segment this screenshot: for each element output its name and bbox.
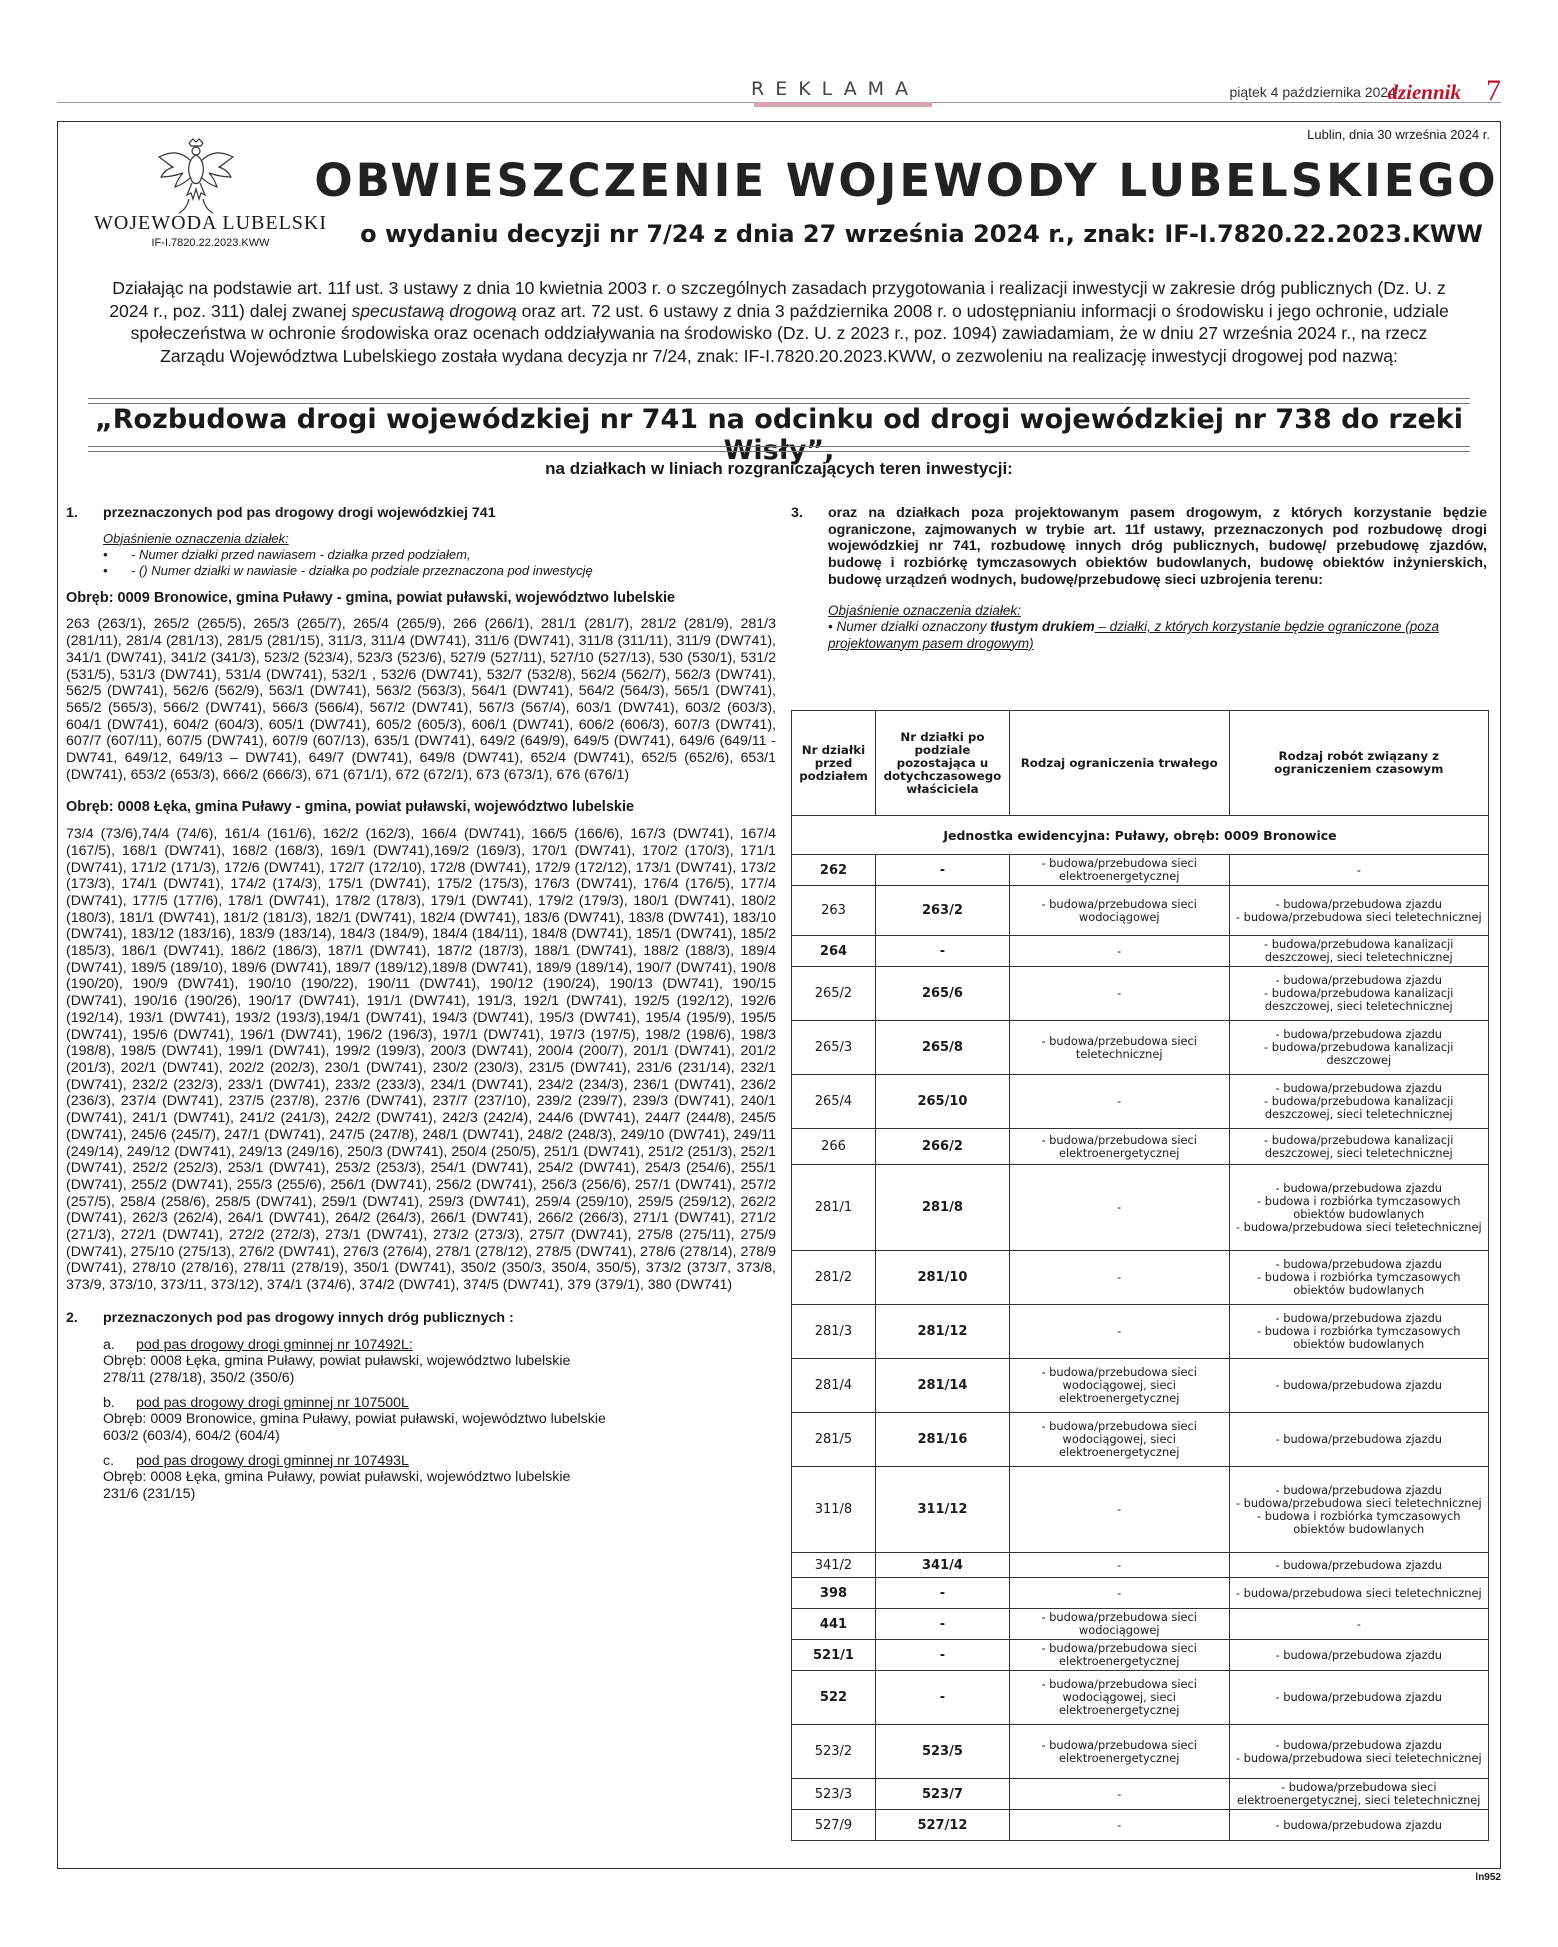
authority-name: WOJEWODA LUBELSKI [93,212,328,234]
item-letter: b. [103,1394,115,1411]
item-parcels: 231/6 (231/15) [103,1486,196,1503]
authority-sign: IF-I.7820.22.2023.KWW [151,237,270,249]
brand-logo: dziennik [1387,80,1461,104]
cell-before: 281/2 [792,1251,876,1305]
cell-after: 527/12 [875,1810,1009,1841]
cell-temporary: - budowa/przebudowa zjazdu [1229,1671,1488,1725]
section-2-heading [66,1310,776,1327]
cell-before: 264 [792,936,876,967]
cell-after: 263/2 [875,886,1009,936]
cell-permanent: - budowa/przebudowa sieci elektroenergetycznej [1009,1725,1229,1779]
parcels-bronowice: 263 (263/1), 265/2 (265/5), 265/3 (265/7), 265/4 (265/9), 266 (266/1), 281/1 (281/7), 281/2 (281/9), 281/3 (281/11), 281/4 (281/13), 281/5 (281/15), 311/3, 311/4 (DW741), 311/6 (DW741), 311/8 (311/11), 311/9 (DW741), 341/1 (DW741), 341/2 (341/3), 523/2 (523/4), 523/3 (523/6), 527/9 (527/11), 527/10 (527/13), 530 (530/1), 531/2 (531/5), 531/3 (DW741), 531/4 (DW741), 532/1 , 532/6 (DW741), 532/7 (532/8), 562/4 (562/7), 562/3 (DW741), 562/5 (DW741), 562/6 (562/9), 563/1 (DW741), 563/2 (563/3), 564/1 (DW741), 564/2 (564/3), 565/1 (DW741), 565/2 (565/3), 566/2 (DW741), 566/3 (566/4), 567/2 (DW741), 567/3 (567/4), 603/1 (DW741), 603/2 (603/3), 604/1 (DW741), 604/2 (604/3), 605/1 (DW741), 605/2 (605/3), 606/1 (DW741), 606/2 (606/3), 607/3 (DW741), 607/7 (607/11), 607/5 (DW741), 607/9 (607/13), 635/1 (DW741), 649/2 (649/9), 649/5 (DW741), 649/6 (649/11 - DW741, 649/12, 649/13 – DW741), 649/7 (DW741), 649/8 (DW741), 652/4 (DW741), 652/5 (652/6), 653/1 (DW741), 653/2 (653/3), 666/2 (666/3), 671 (671/1), 672 (672/1), 673 (673/1), 676 (676/1) [66,616,776,783]
cell-before: 521/1 [792,1640,876,1671]
section-1-title: przeznaczonych pod pas drogowy drogi wojewódzkiej 741 [103,505,496,521]
explanation-title: Objaśnienie oznaczenia działek: [103,530,289,546]
unit-cell: Jednostka ewidencyjna: Puławy, obręb: 0009 Bronowice [792,816,1489,855]
intro-paragraph [98,277,1460,367]
reklama-label: REKLAMA [747,78,923,100]
cell-temporary: - budowa/przebudowa zjazdu - budowa/przebudowa sieci teletechnicznej [1229,1725,1488,1779]
cell-temporary: - budowa/przebudowa zjazdu [1229,1553,1488,1578]
cell-temporary: - budowa/przebudowa zjazdu - budowa/przebudowa sieci teletechnicznej - budowa i rozbiórka tymczasowych obiektów budowlanych [1229,1467,1488,1553]
table-row [792,1359,1489,1413]
cell-temporary: - budowa/przebudowa zjazdu - budowa/przebudowa kanalizacji deszczowej, sieci teletechnicznej [1229,1075,1488,1129]
cell-after: - [875,855,1009,886]
cell-after: 311/12 [875,1467,1009,1553]
explanation-item [103,547,776,563]
table-row [792,886,1489,936]
cell-before: 265/3 [792,1021,876,1075]
cell-temporary: - budowa/przebudowa zjazdu [1229,1640,1488,1671]
cell-after: 523/7 [875,1779,1009,1810]
cell-permanent: - [1009,1165,1229,1251]
item-obreb: Obręb: 0009 Bronowice, gmina Puławy, powiat puławski, województwo lubelskie [103,1411,606,1428]
road-item-b [103,1395,776,1445]
cell-temporary: - budowa/przebudowa zjazdu - budowa i rozbiórka tymczasowych obiektów budowlanych - budowa/przebudowa sieci teletechnicznej [1229,1165,1488,1251]
expl-post: – działki, z których korzystanie będzie ograniczone (poza projektowanym pasem drogowym) [828,619,1439,651]
table-row [792,1165,1489,1251]
cell-temporary: - budowa/przebudowa zjazdu - budowa i rozbiórka tymczasowych obiektów budowlanych [1229,1251,1488,1305]
cell-permanent: - [1009,936,1229,967]
cell-permanent: - budowa/przebudowa sieci wodociągowej [1009,1609,1229,1640]
cell-permanent: - budowa/przebudowa sieci wodociągowej, sieci elektroenergetycznej [1009,1359,1229,1413]
page-number: 7 [1486,74,1501,107]
table-row [792,936,1489,967]
cell-after: 281/10 [875,1251,1009,1305]
cell-after: - [875,1671,1009,1725]
table-row [792,1467,1489,1553]
expl-bold: tłustym drukiem [990,619,1095,635]
section-3-number: 3. [791,505,803,521]
col-permanent: Rodzaj ograniczenia trwałego [1009,711,1229,816]
cell-permanent: - budowa/przebudowa sieci wodociągowej [1009,886,1229,936]
item-title: pod pas drogowy drogi gminnej nr 107492L: [136,1336,413,1353]
cell-permanent: - budowa/przebudowa sieci elektroenergetycznej [1009,1129,1229,1165]
section-3-explanation [828,603,1487,653]
item-parcels: 278/11 (278/18), 350/2 (350/6) [103,1369,295,1386]
cell-after: 265/8 [875,1021,1009,1075]
intro-italic: specustawą drogową [351,300,517,321]
cell-after: 281/14 [875,1359,1009,1413]
cell-before: 441 [792,1609,876,1640]
section-2-title: przeznaczonych pod pas drogowy innych dróg publicznych : [103,1309,514,1326]
cell-permanent: - budowa/przebudowa sieci elektroenergetycznej [1009,855,1229,886]
cell-temporary: - [1229,1609,1488,1640]
cell-temporary: - budowa/przebudowa zjazdu [1229,1359,1488,1413]
cell-permanent: - [1009,1251,1229,1305]
unit-row [792,816,1489,855]
rule-bottom [88,446,1470,452]
table-row [792,1251,1489,1305]
table-row [792,1810,1489,1841]
cell-temporary: - budowa/przebudowa zjazdu - budowa i rozbiórka tymczasowych obiektów budowlanych [1229,1305,1488,1359]
lines-subtitle: na działkach w liniach rozgraniczających teren inwestycji: [545,459,1013,478]
cell-after: 281/8 [875,1165,1009,1251]
cell-after: 265/6 [875,967,1009,1021]
section-1-explanation [103,531,776,579]
table-row [792,967,1489,1021]
cell-permanent: - [1009,1779,1229,1810]
item-obreb: Obręb: 0008 Łęka, gmina Puławy, powiat puławski, województwo lubelskie [103,1353,571,1370]
road-item-a [103,1337,776,1387]
cell-permanent: - [1009,1467,1229,1553]
cell-before: 266 [792,1129,876,1165]
table-header-row [792,711,1489,816]
cell-before: 522 [792,1671,876,1725]
cell-after: - [875,1578,1009,1609]
table-row [792,1553,1489,1578]
explanation-text [828,619,1487,652]
item-letter: c. [103,1452,115,1469]
table-row [792,1413,1489,1467]
table-row [792,1129,1489,1165]
cell-temporary: - budowa/przebudowa zjazdu [1229,1810,1488,1841]
cell-after: - [875,1609,1009,1640]
cell-after: 523/5 [875,1725,1009,1779]
cell-after: - [875,936,1009,967]
cell-temporary: - budowa/przebudowa zjazdu - budowa/przebudowa kanalizacji deszczowej [1229,1021,1488,1075]
section-3-title: oraz na działkach poza projektowanym pasem drogowym, z których korzystanie będzie ograniczone, zajmowanych w trybie art. 11f ustawy, przeznaczonych pod rozbudowę drogi wojewódzkiej nr 741, rozbudowę innych dróg publicznych, budowę/ przebudowę zjazdów, budowę i rozbiórkę tymczasowych obiektów budowlanych, budowę obiektów inżynierskich, budowę urządzeń wodnych, budowę/przebudowę sieci uzbrojenia terenu: [828,505,1487,588]
investment-name: „Rozbudowa drogi wojewódzkiej nr 741 na odcinku od drogi wojewódzkiej nr 738 do rzeki Wisły”, [95,404,1463,466]
section-3-heading [791,505,1487,589]
cell-before: 523/3 [792,1779,876,1810]
bullet: • [103,546,108,562]
intro-text-2: oraz art. 72 ust. 6 ustawy z dnia 3 października 2008 r. o udostępnianiu informacji o środowisku i jego ochronie, udziale społeczeństwa w ochronie środowiska oraz ocenach oddziaływania na środowisko (Dz. U. z 2023 r., poz. 1094) zawiadamiam, że w dniu 27 września 2024 r., na rzecz Zarządu Województwa Lubelskiego została wydana decyzja nr 7/24, znak: IF-I.7820.20.2023.KWW, o zezwoleniu na realizację inwestycji drogowej pod nazwą: [130,300,1449,366]
explanation-item [103,563,776,579]
section-2-items [103,1337,776,1503]
cell-after: 266/2 [875,1129,1009,1165]
cell-before: 311/8 [792,1467,876,1553]
cell-permanent: - budowa/przebudowa sieci teletechnicznej [1009,1021,1229,1075]
col-temporary: Rodzaj robót związany z ograniczeniem czasowym [1229,711,1488,816]
parcels-leka: 73/4 (73/6),74/4 (74/6), 161/4 (161/6), 162/2 (162/3), 166/4 (DW741), 166/5 (166/6), 167/3 (DW741), 167/4 (167/5), 168/1 (DW741), 168/2 (168/3), 169/1 (DW741),169/2 (169/3), 170/1 (DW741), 170/2 (170/3), 171/1 (DW741), 171/2 (171/3), 172/6 (DW741), 172/7 (172/10), 172/8 (DW741), 172/9 (172/12), 173/1 (DW741), 173/2 (173/3), 174/1 (DW741), 174/2 (174/3), 175/1 (DW741), 175/2 (175/3), 176/3 (DW741), 176/4 (176/5), 177/4 (DW741), 177/5 (177/6), 178/1 (DW741), 178/2 (178/3), 179/1 (DW741), 179/2 (179/3), 180/1 (DW741), 180/2 (180/3), 181/1 (DW741), 181/2 (181/3), 182/1 (DW741), 182/4 (DW741), 183/6 (DW741), 183/8 (DW741), 183/10 (DW741), 183/12 (183/16), 183/9 (183/14), 184/3 (184/9), 184/4 (184/11), 184/8 (DW741), 185/1 (DW741), 185/2 (185/3), 186/1 (DW741), 186/2 (186/3), 187/1 (DW741), 187/2 (187/3), 188/1 (DW741), 188/2 (188/3), 189/4 (DW741), 189/5 (189/10), 189/6 (DW741), 189/7 (189/12),189/8 (DW741), 189/9 (189/14), 190/7 (DW741), 190/8 (190/20), 190/9 (DW741), 190/10 (190/22), 190/11 (DW741), 190/12 (190/24), 190/13 (DW741), 190/15 (DW741), 190/16 (190/26), 190/17 (DW741), 191/1 (DW741), 191/3, 192/1 (DW741), 192/5 (192/12), 192/6 (192/14), 193/1 (DW741), 193/2 (193/3),194/1 (DW741), 194/3 (DW741), 195/3 (DW741), 195/4 (195/9), 195/5 (DW741), 195/6 (DW741), 196/1 (DW741), 196/2 (196/3), 197/1 (DW741), 197/3 (197/5), 198/2 (198/6), 198/3 (198/8), 198/5 (DW741), 199/1 (DW741), 199/2 (199/3), 200/3 (DW741), 200/4 (200/7), 201/1 (DW741), 201/2 (201/3), 202/1 (DW741), 202/2 (202/3), 230/1 (DW741), 230/2 (230/3), 231/5 (DW741), 231/6 (231/14), 232/1 (DW741), 232/2 (232/3), 233/1 (DW741), 233/2 (233/3), 234/1 (DW741), 234/2 (234/3), 236/1 (DW741), 236/2 (236/3), 237/4 (DW741), 237/5 (237/8), 237/6 (DW741), 237/7 (237/10), 239/2 (239/7), 239/3 (DW741), 240/1 (DW741), 241/1 (DW741), 241/2 (241/3), 242/2 (DW741), 242/3 (242/4), 244/6 (DW741), 244/7 (244/8), 245/5 (DW741), 245/6 (245/7), 247/1 (DW741), 247/5 (247/8), 248/1 (DW741), 248/2 (248/3), 249/10 (DW741), 249/11 (249/14), 249/12 (DW741), 249/13 (249/16), 250/3 (DW741), 250/4 (250/5), 251/1 (DW741), 251/2 (251/3), 252/1 (DW741), 252/2 (252/3), 253/1 (DW741), 253/2 (253/3), 254/1 (DW741), 254/2 (DW741), 254/3 (254/6), 255/1 (DW741), 255/2 (DW741), 255/3 (255/6), 256/1 (DW741), 256/2 (DW741), 256/3 (256/6), 257/1 (DW741), 257/2 (257/5), 258/4 (258/6), 258/5 (DW741), 259/1 (DW741), 259/3 (DW741), 259/4 (259/10), 259/5 (259/12), 262/2 (DW741), 262/3 (262/4), 264/1 (DW741), 264/2 (264/3), 266/1 (DW741), 266/2 (266/3), 271/1 (DW741), 271/2 (271/3), 272/1 (DW741), 272/2 (272/3), 273/1 (DW741), 273/2 (273/3), 275/7 (DW741), 275/8 (275/11), 275/9 (DW741), 275/10 (275/13), 276/2 (DW741), 276/3 (276/4), 278/1 (278/12), 278/5 (DW741), 278/6 (278/14), 278/9 (DW741), 278/10 (278/16), 278/11 (278/19), 350/1 (DW741), 350/2 (350/3, 350/4, 350/5), 373/2 (373/7, 373/8, 373/9, 373/10, 373/11, 373/12), 374/1 (374/6), 374/2 (DW741), 374/5 (DW741), 379 (379/1), 380 (DW741) [66,826,776,1294]
item-title: pod pas drogowy drogi gminnej nr 107500L [136,1394,409,1411]
cell-before: 398 [792,1578,876,1609]
cell-before: 281/4 [792,1359,876,1413]
cell-before: 281/3 [792,1305,876,1359]
reklama-underline [754,102,932,107]
cell-before: 341/2 [792,1553,876,1578]
cell-permanent: - [1009,1305,1229,1359]
item-parcels: 603/2 (603/4), 604/2 (604/4) [103,1428,280,1445]
eagle-emblem-icon [153,137,239,217]
bullet: • [103,562,108,578]
cell-permanent: - [1009,1553,1229,1578]
cell-after: 265/10 [875,1075,1009,1129]
place-date: Lublin, dnia 30 września 2024 r. [1307,127,1490,142]
cell-permanent: - budowa/przebudowa sieci wodociągowej, sieci elektroenergetycznej [1009,1671,1229,1725]
cell-after: 281/12 [875,1305,1009,1359]
item-obreb: Obręb: 0008 Łęka, gmina Puławy, powiat puławski, województwo lubelskie [103,1469,571,1486]
section-1-number: 1. [66,505,78,521]
cell-before: 281/5 [792,1413,876,1467]
table-row [792,1779,1489,1810]
cell-permanent: - [1009,1075,1229,1129]
cell-before: 527/9 [792,1810,876,1841]
cell-permanent: - [1009,1810,1229,1841]
expl-pre: • Numer działki oznaczony [828,619,991,635]
right-column [791,505,1487,652]
table-row [792,1609,1489,1640]
table-row [792,1725,1489,1779]
cell-temporary: - budowa/przebudowa kanalizacji deszczowej, sieci teletechnicznej [1229,936,1488,967]
cell-before: 523/2 [792,1725,876,1779]
cell-after: 341/4 [875,1553,1009,1578]
obreb-bronowice: Obręb: 0009 Bronowice, gmina Puławy - gmina, powiat puławski, województwo lubelskie [66,589,676,606]
cell-before: 281/1 [792,1165,876,1251]
road-item-c [103,1453,776,1503]
explanation-text: - Numer działki przed nawiasem - działka przed podziałem, [131,546,471,562]
cell-permanent: - budowa/przebudowa sieci elektroenergetycznej [1009,1640,1229,1671]
obreb-leka: Obręb: 0008 Łęka, gmina Puławy - gmina, powiat puławski, województwo lubelskie [66,799,635,816]
cell-temporary: - [1229,855,1488,886]
cell-permanent: - budowa/przebudowa sieci wodociągowej, sieci elektroenergetycznej [1009,1413,1229,1467]
notice-subtitle: o wydaniu decyzji nr 7/24 z dnia 27 września 2024 r., znak: IF-I.7820.22.2023.KWW [360,220,1483,248]
page-header [57,74,1501,107]
parcel-table [791,710,1489,1841]
table-row [792,1075,1489,1129]
cell-permanent: - [1009,1578,1229,1609]
explanation-text: - () Numer działki w nawiasie - działka po podziale przeznaczona pod inwestycję [131,562,593,578]
cell-before: 263 [792,886,876,936]
table-row [792,1305,1489,1359]
col-before: Nr działki przed podziałem [792,711,876,816]
table-row [792,855,1489,886]
cell-before: 262 [792,855,876,886]
cell-temporary: - budowa/przebudowa zjazdu - budowa/przebudowa kanalizacji deszczowej, sieci teletechnicznej [1229,967,1488,1021]
cell-temporary: - budowa/przebudowa zjazdu [1229,1413,1488,1467]
table-row [792,1671,1489,1725]
cell-temporary: - budowa/przebudowa zjazdu - budowa/przebudowa sieci teletechnicznej [1229,886,1488,936]
cell-temporary: - budowa/przebudowa sieci teletechnicznej [1229,1578,1488,1609]
issue-date: piątek 4 października 2024 [1229,84,1396,100]
cell-permanent: - [1009,967,1229,1021]
cell-after: - [875,1640,1009,1671]
cell-temporary: - budowa/przebudowa kanalizacji deszczowej, sieci teletechnicznej [1229,1129,1488,1165]
notice-title: OBWIESZCZENIE WOJEWODY LUBELSKIEGO [314,154,1499,207]
section-1-heading [66,505,776,522]
table-row [792,1640,1489,1671]
cell-temporary: - budowa/przebudowa sieci elektroenergetycznej, sieci teletechnicznej [1229,1779,1488,1810]
intro-text-1: Działając na podstawie art. 11f ust. 3 ustawy z dnia 10 kwietnia 2003 r. o szczególnych zasadach przygotowania i realizacji inwestycji w zakresie dróg publicznych (Dz. U. z 2024 r., poz. 311) dalej zwanej [109,278,1446,321]
section-2-number: 2. [66,1309,78,1326]
footer-code: ln952 [1475,1872,1501,1883]
cell-before: 265/2 [792,967,876,1021]
table-row [792,1021,1489,1075]
item-title: pod pas drogowy drogi gminnej nr 107493L [136,1452,409,1469]
col-after: Nr działki po podziale pozostająca u dotychczasowego właściciela [875,711,1009,816]
left-column [66,505,776,1511]
cell-before: 265/4 [792,1075,876,1129]
table-row [792,1578,1489,1609]
item-letter: a. [103,1336,115,1353]
cell-after: 281/16 [875,1413,1009,1467]
explanation-title: Objaśnienie oznaczenia działek: [828,602,1021,618]
